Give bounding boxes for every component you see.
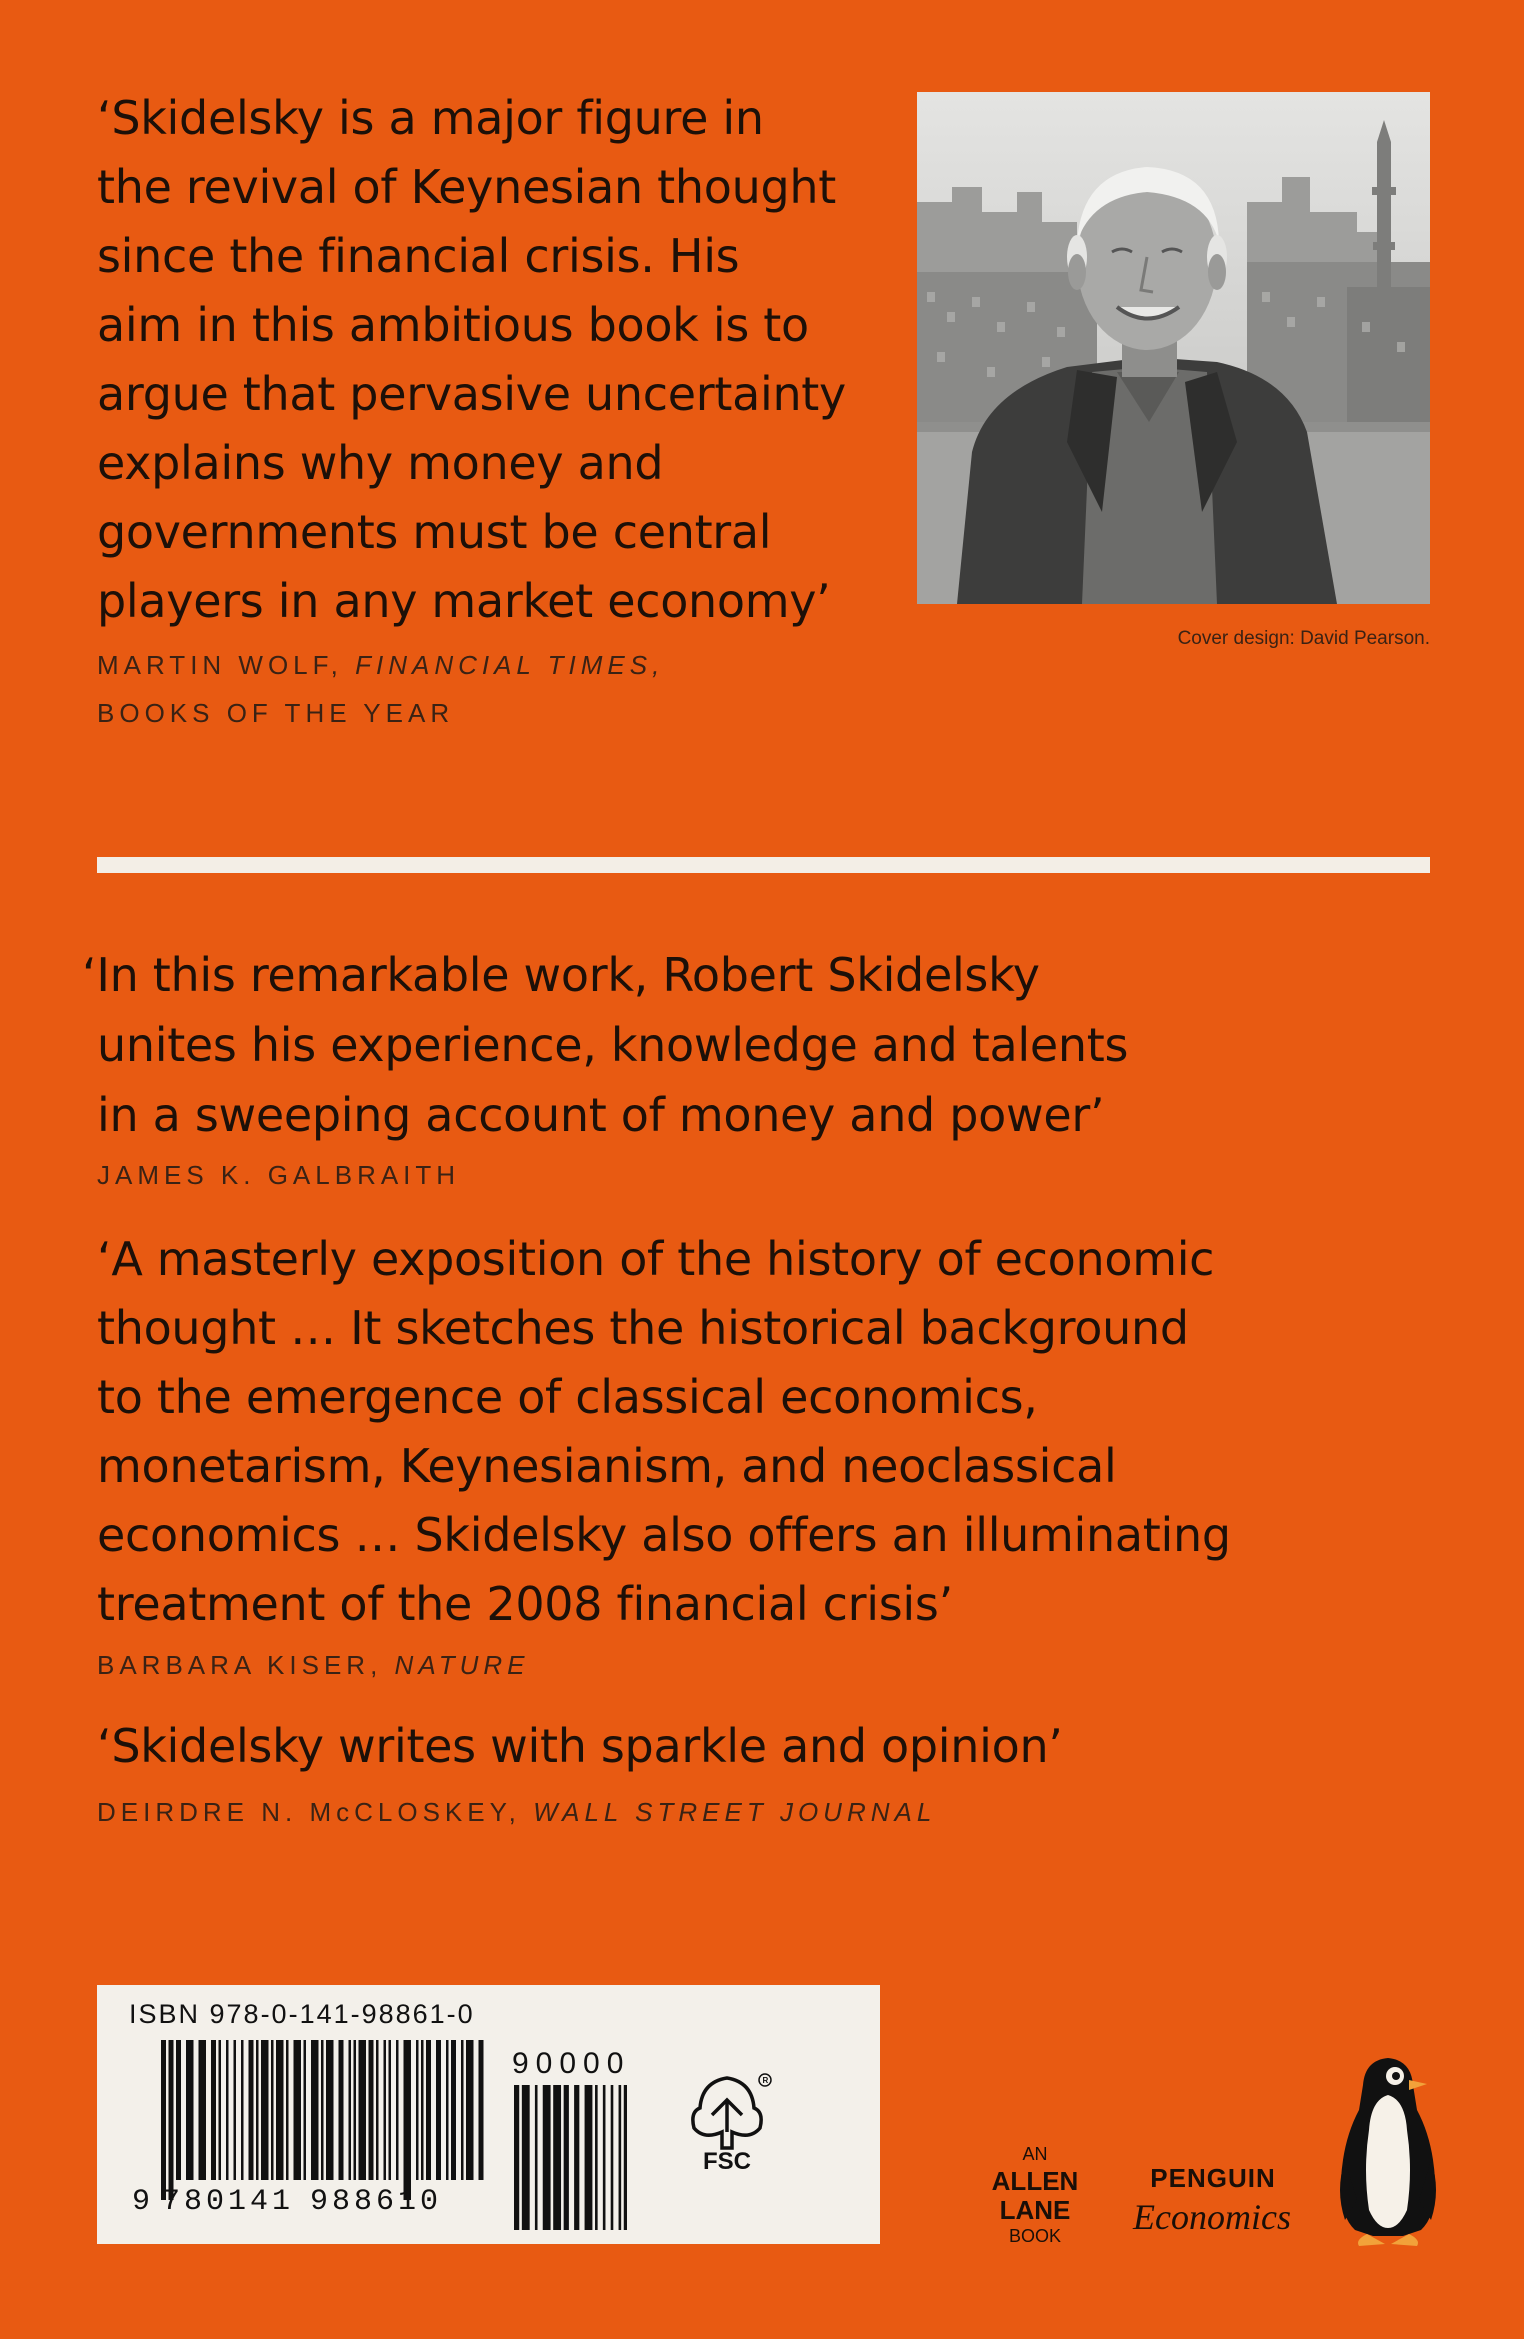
author-photo (917, 92, 1430, 604)
barcode-bar (219, 2040, 222, 2180)
quote-line: the revival of Keynesian thought (97, 160, 836, 214)
economics-wordmark: Economics (1133, 2197, 1291, 2237)
barcode-bar (376, 2040, 379, 2180)
barcode-bar (624, 2085, 627, 2230)
price-code: 90000 (512, 2047, 631, 2080)
penguin-wordmark: PENGUIN (1150, 2163, 1276, 2193)
attribution-kiser (97, 1650, 530, 1681)
barcode-bar (369, 2040, 374, 2180)
barcode-bar (574, 2085, 579, 2230)
barcode-bar (261, 2040, 269, 2180)
quote-line: thought … It sketches the historical background (97, 1301, 1189, 1355)
fsc-logo (682, 2070, 772, 2180)
quote-line: explains why money and (97, 436, 664, 490)
author-photo-illustration (917, 92, 1430, 604)
barcode-bar (404, 2040, 412, 2200)
attribution-source: FINANCIAL TIMES, (355, 650, 665, 680)
barcode-bar (384, 2040, 387, 2180)
ean-right-digits: 988610 (310, 2185, 443, 2219)
quote-mccloskey (97, 1712, 1063, 1781)
barcode-bar (286, 2040, 289, 2180)
barcode-bar (543, 2085, 551, 2230)
fsc-label: FSC (703, 2148, 751, 2175)
quote-line: unites his experience, knowledge and talents (97, 1018, 1129, 1072)
barcode-bar (461, 2040, 464, 2180)
barcode-bar (603, 2085, 606, 2230)
imprint-allen: ALLEN (991, 2166, 1079, 2196)
quote-galbraith (82, 940, 1128, 1150)
barcode-bar (161, 2040, 166, 2200)
barcode-bar (304, 2040, 307, 2180)
barcode-bar (619, 2085, 622, 2230)
barcode-bar (349, 2040, 352, 2180)
quote-line: players in any market economy’ (97, 574, 831, 628)
barcode-bar (321, 2040, 324, 2180)
price-addon-barcode (512, 2085, 627, 2230)
quote-line: monetarism, Keynesianism, and neoclassical (97, 1439, 1117, 1493)
quote-line: since the financial crisis. His (97, 229, 740, 283)
attribution-mccloskey (97, 1797, 936, 1828)
quote-line: governments must be central (97, 505, 772, 559)
imprint-book: BOOK (1008, 2226, 1061, 2246)
attribution-galbraith: JAMES K. GALBRAITH (97, 1160, 461, 1190)
barcode-bar (249, 2040, 254, 2180)
barcode-bar (514, 2085, 519, 2230)
barcode-bar (416, 2040, 419, 2180)
barcode-bar (426, 2040, 431, 2180)
barcode-bar (256, 2040, 259, 2180)
quote-line: treatment of the 2008 financial crisis’ (97, 1577, 953, 1631)
quote-line: to the emergence of classical economics, (97, 1370, 1038, 1424)
barcode-bar (311, 2040, 319, 2180)
barcode-bar (276, 2040, 284, 2180)
attribution-source: NATURE (394, 1650, 530, 1680)
attribution-name: DEIRDRE N. McCLOSKEY, (97, 1797, 521, 1827)
ean-barcode (159, 2040, 489, 2200)
barcode-bar (241, 2040, 244, 2180)
barcode-bar (595, 2085, 598, 2230)
imprint-lane: LANE (999, 2195, 1071, 2225)
barcode-bar (421, 2040, 424, 2180)
barcode-bar (169, 2040, 174, 2200)
barcode-bar (389, 2040, 392, 2180)
quote-kiser (97, 1225, 1231, 1639)
quote-line: ‘A masterly exposition of the history of economic (97, 1232, 1215, 1286)
cover-design-credit: Cover design: David Pearson. (1177, 628, 1430, 649)
quote-line: in a sweeping account of money and power’ (97, 1088, 1105, 1142)
barcode-bar (522, 2085, 530, 2230)
barcode-bar (535, 2085, 538, 2230)
barcode-bar (396, 2040, 399, 2180)
barcode-bar (234, 2040, 237, 2180)
attribution-name: MARTIN WOLF, (97, 650, 343, 680)
quote-line: ‘In this remarkable work, Robert Skidelsky (82, 948, 1040, 1002)
barcode-bar (611, 2085, 614, 2230)
barcode-bar (354, 2040, 357, 2180)
imprint-an: AN (1022, 2144, 1048, 2164)
svg-text:R: R (762, 2076, 769, 2085)
barcode-bar (199, 2040, 207, 2180)
barcode-panel (97, 1985, 880, 2244)
attribution-martin-wolf (97, 650, 664, 681)
quote-line: economics … Skidelsky also offers an illuminating (97, 1508, 1231, 1562)
barcode-bar (436, 2040, 441, 2180)
barcode-bar (359, 2040, 367, 2180)
quote-line: ‘Skidelsky writes with sparkle and opinion’ (97, 1719, 1063, 1773)
quote-line: argue that pervasive uncertainty (97, 367, 846, 421)
barcode-bar (466, 2040, 474, 2180)
attribution-source: WALL STREET JOURNAL (533, 1797, 937, 1827)
ean-first-digit: 9 (132, 2185, 151, 2219)
barcode-bar (479, 2040, 484, 2180)
attribution-books-of-the-year: BOOKS OF THE YEAR (97, 698, 455, 728)
quote-skidelsky-major-figure (97, 84, 846, 636)
barcode-bar (564, 2085, 569, 2230)
barcode-bar (585, 2085, 593, 2230)
barcode-bar (553, 2085, 561, 2230)
barcode-bar (446, 2040, 449, 2180)
barcode-bar (326, 2040, 334, 2180)
quote-line: aim in this ambitious book is to (97, 298, 809, 352)
barcode-bar (271, 2040, 274, 2180)
ean-left-digits: 780141 (162, 2185, 295, 2219)
penguin-logo-icon (1333, 2050, 1443, 2250)
barcode-bar (294, 2040, 302, 2180)
barcode-bar (176, 2040, 181, 2180)
section-divider (97, 857, 1430, 873)
allen-lane-imprint (975, 2142, 1095, 2248)
quote-line: ‘Skidelsky is a major figure in (97, 91, 764, 145)
barcode-bar (451, 2040, 456, 2180)
barcode-bar (186, 2040, 194, 2180)
attribution-name: BARBARA KISER, (97, 1650, 383, 1680)
barcode-bar (211, 2040, 216, 2180)
barcode-bar (226, 2040, 229, 2180)
isbn-text: ISBN 978-0-141-98861-0 (129, 1999, 475, 2029)
barcode-bar (339, 2040, 344, 2180)
